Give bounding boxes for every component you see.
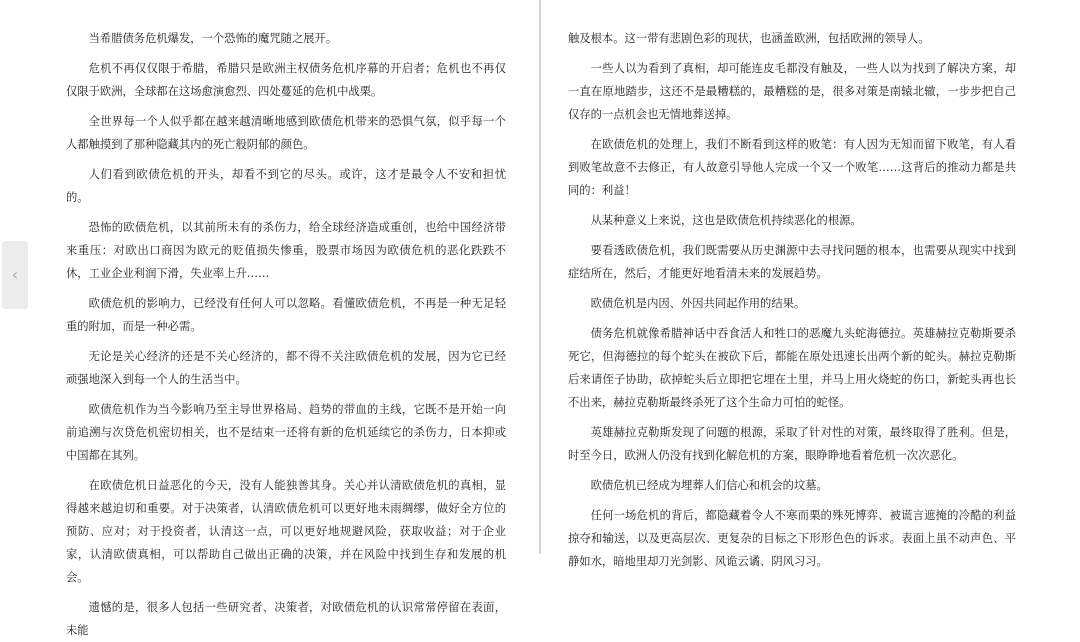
paragraph: 要看透欧债危机，我们既需要从历史渊源中去寻找问题的根本，也需要从现实中找到症结所在，然后，才能更好地看清未来的发展趋势。 [568,244,1016,280]
paragraph: 全世界每一个人似乎都在越来越清晰地感到欧债危机带来的恐惧气氛，似乎每一个人都触摸到了那种隐藏其内的死亡般阴郁的颜色。 [66,115,506,151]
paragraph: 欧债危机作为当今影响乃至主导世界格局、趋势的带血的主线，它既不是开始一向前追溯与次贷危机密切相关，也不是结束一还将有新的危机延续它的杀伤力，日本抑或中国都在其列。 [66,403,506,462]
paragraph: 危机不再仅仅限于希腊，希腊只是欧洲主权债务危机序幕的开启者；危机也不再仅仅限于欧洲，全球都在这场愈演愈烈、四处蔓延的危机中战栗。 [66,62,506,98]
paragraph: 恐怖的欧债危机，以其前所未有的杀伤力，给全球经济造成重创，也给中国经济带来重压：对欧出口商因为欧元的贬值损失惨重，股票市场因为欧债危机的恶化跌跌不休，工业企业利润下滑，失业率上升…… [66,221,506,280]
paragraph: 欧债危机是内因、外因共同起作用的结果。 [590,297,806,310]
paragraph: 遗憾的是，很多人包括一些研究者、决策者，对欧债危机的认识常常停留在表面，未能 [66,601,506,637]
paragraph: 从某种意义上来说，这也是欧债危机持续恶化的根源。 [590,214,862,227]
paragraph: 一些人以为看到了真相，却可能连皮毛都没有触及，一些人以为找到了解决方案，却一直在原地踏步，这还不是最糟糕的，最糟糕的是，很多对策是南辕北辙，一步步把自己仅存的一点机会也无情地葬送掉。 [568,62,1016,121]
paragraph: 债务危机就像希腊神话中吞食活人和牲口的恶魔九头蛇海德拉。英雄赫拉克勒斯要杀死它，但海德拉的每个蛇头在被砍下后，都能在原处迅速长出两个新的蛇头。赫拉克勒斯后来请侄子协助，砍掉蛇头后立即把它埋在土里，并马上用火烧蛇的伤口，新蛇头再也长不出来，赫拉克勒斯最终杀死了这个生命力可怕的蛇怪。 [568,327,1016,409]
previous-page-button[interactable] [2,241,28,309]
chevron-left-icon: ‹ [11,265,19,284]
paragraph: 欧债危机的影响力，已经没有任何人可以忽略。看懂欧债危机，不再是一种无足轻重的附加，而是一种必需。 [66,297,506,333]
paragraph: 在欧债危机的处理上，我们不断看到这样的败笔：有人因为无知而留下败笔，有人看到败笔故意不去修正，有人故意引导他人完成一个又一个败笔……这背后的推动力都是共同的：利益！ [568,138,1016,197]
paragraph-continuation: 触及根本。这一带有悲剧色彩的现状，也涵盖欧洲，包括欧洲的领导人。 [568,32,930,45]
paragraph: 无论是关心经济的还是不关心经济的，都不得不关注欧债危机的发展，因为它已经顽强地深入到每一个人的生活当中。 [66,350,506,386]
paragraph: 任何一场危机的背后，都隐藏着令人不寒而栗的殊死博弈、被谎言遮掩的冷酷的利益掠夺和输送，以及更高层次、更复杂的目标之下形形色色的诉求。表面上虽不动声色、平静如水，暗地里却刀光剑影、风诡云谲、阴风习习。 [568,509,1016,568]
paragraph: 欧债危机已经成为埋葬人们信心和机会的坟墓。 [590,479,828,492]
paragraph: 在欧债危机日益恶化的今天，没有人能独善其身。关心并认清欧债危机的真相，显得越来越迫切和重要。对于决策者，认清欧债危机可以更好地未雨绸缪，做好全方位的预防、应对；对于投资者，认清这一点，可以更好地规避风险，获取收益；对于企业家，认清欧债真相，可以帮助自己做出正确的决策，并在风险中找到生存和发展的机会。 [66,479,506,584]
paragraph: 英雄赫拉克勒斯发现了问题的根源，采取了针对性的对策，最终取得了胜利。但是，时至今日，欧洲人仍没有找到化解危机的方案，眼睁睁地看着危机一次次恶化。 [568,426,1016,462]
right-page [541,0,1080,568]
paragraph: 当希腊债务危机爆发，一个恐怖的魔咒随之展开。 [88,32,338,45]
paragraph: 人们看到欧债危机的开头，却看不到它的尽头。或许，这才是最令人不安和担忧的。 [66,168,506,204]
left-page [0,0,539,637]
